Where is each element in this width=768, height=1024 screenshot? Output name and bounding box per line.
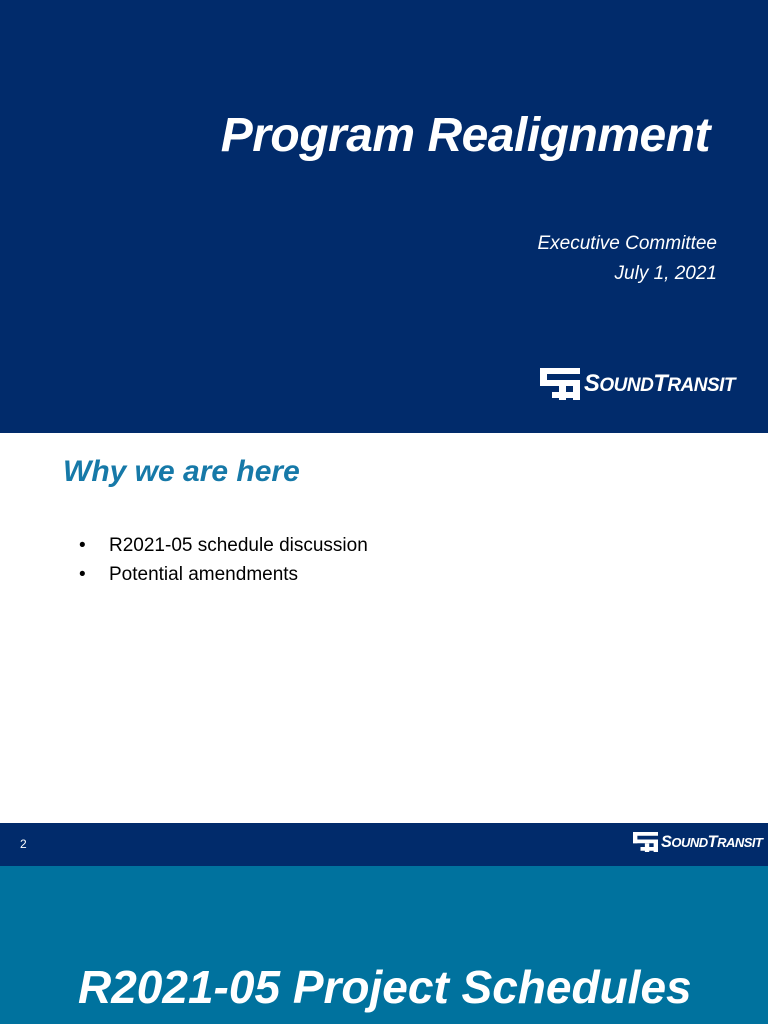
bullet-list	[79, 531, 368, 589]
bullet-icon: •	[79, 564, 86, 585]
title-slide	[0, 0, 768, 433]
bullet-text: Potential amendments	[109, 564, 299, 585]
subtitle-committee: Executive Committee	[537, 233, 717, 254]
bullet-icon: •	[79, 535, 86, 556]
bullet-text: R2021-05 schedule discussion	[109, 535, 368, 556]
logo-wordmark: SOUNDTRANSIT	[661, 832, 763, 851]
bullet-item	[79, 560, 368, 589]
sound-transit-logo	[540, 368, 735, 400]
subtitle-date: July 1, 2021	[614, 263, 717, 284]
slide-heading: Why we are here	[63, 455, 300, 488]
sound-transit-logo-mark-icon	[540, 368, 580, 400]
sound-transit-logo-mark-icon	[633, 832, 658, 852]
section-title: R2021-05 Project Schedules	[78, 961, 692, 1013]
logo-wordmark: SOUNDTRANSIT	[584, 370, 736, 397]
presentation-title: Program Realignment	[220, 109, 710, 162]
section-slide	[0, 866, 768, 1024]
sound-transit-footer-logo	[633, 832, 762, 852]
bullet-item	[79, 531, 368, 560]
content-slide	[0, 433, 768, 866]
presentation-subtitle	[537, 229, 717, 289]
page-number: 2	[20, 837, 27, 851]
